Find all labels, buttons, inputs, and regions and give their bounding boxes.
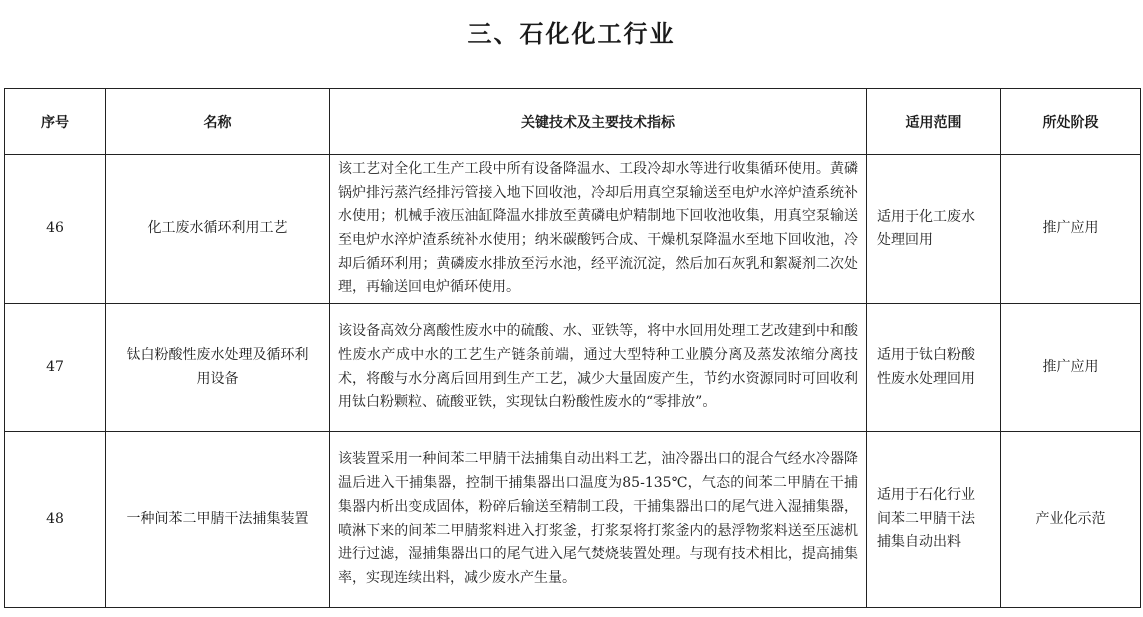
- row-scope: 适用于石化行业间苯二甲腈干法捕集自动出料: [867, 432, 1001, 608]
- row-no: 48: [5, 432, 106, 608]
- table-header-row: [5, 89, 1141, 155]
- row-stage: 产业化示范: [1001, 432, 1141, 608]
- row-no: 46: [5, 155, 106, 304]
- row-name: 化工废水循环利用工艺: [106, 155, 330, 304]
- table-row: [5, 432, 1141, 608]
- row-scope: 适用于钛白粉酸性废水处理回用: [867, 304, 1001, 432]
- table-row: [5, 155, 1141, 304]
- row-description: 该设备高效分离酸性废水中的硫酸、水、亚铁等，将中水回用处理工艺改建到中和酸性废水产成中水的工艺生产链条前端，通过大型特种工业膜分离及蒸发浓缩分离技术，将酸与水分离后回用到生产工艺，减少大量固废产生，节约水资源同时可回收利用钛白粉颗粒、硫酸亚铁，实现钛白粉酸性废水的“零排放”。: [330, 304, 867, 432]
- row-description: 该工艺对全化工生产工段中所有设备降温水、工段冷却水等进行收集循环使用。黄磷锅炉排污蒸汽经排污管接入地下回收池，冷却后用真空泵输送至电炉水淬炉渣系统补水使用；机械手液压油缸降温水排放至黄磷电炉精制地下回收池收集，用真空泵输送至电炉水淬炉渣系统补水使用；纳米碳酸钙合成、干燥机泵降温水至地下回收池，冷却后循环利用；黄磷废水排放至污水池，经平流沉淀，然后加石灰乳和絮凝剂二次处理，再输送回电炉循环使用。: [330, 155, 867, 304]
- header-scope: 适用范围: [867, 89, 1001, 155]
- row-stage: 推广应用: [1001, 155, 1141, 304]
- technology-table: [4, 88, 1141, 608]
- header-name: 名称: [106, 89, 330, 155]
- row-scope: 适用于化工废水处理回用: [867, 155, 1001, 304]
- header-no: 序号: [5, 89, 106, 155]
- header-stage: 所处阶段: [1001, 89, 1141, 155]
- row-description: 该装置采用一种间苯二甲腈干法捕集自动出料工艺，油冷器出口的混合气经水冷器降温后进入干捕集器，控制干捕集器出口温度为85-135℃，气态的间苯二甲腈在干捕集器内析出变成固体，粉碎后输送至精制工段，干捕集器出口的尾气进入湿捕集器，喷淋下来的间苯二甲腈浆料进入打浆釜，打浆泵将打浆釜内的悬浮物浆料送至压滤机进行过滤，湿捕集器出口的尾气进入尾气焚烧装置处理。与现有技术相比，提高捕集率，实现连续出料，减少废水产生量。: [330, 432, 867, 608]
- row-stage: 推广应用: [1001, 304, 1141, 432]
- row-name: 钛白粉酸性废水处理及循环利用设备: [106, 304, 330, 432]
- header-key-tech: 关键技术及主要技术指标: [330, 89, 867, 155]
- page-title: 三、石化化工行业: [467, 20, 676, 48]
- row-no: 47: [5, 304, 106, 432]
- row-name: 一种间苯二甲腈干法捕集装置: [106, 432, 330, 608]
- table-row: [5, 304, 1141, 432]
